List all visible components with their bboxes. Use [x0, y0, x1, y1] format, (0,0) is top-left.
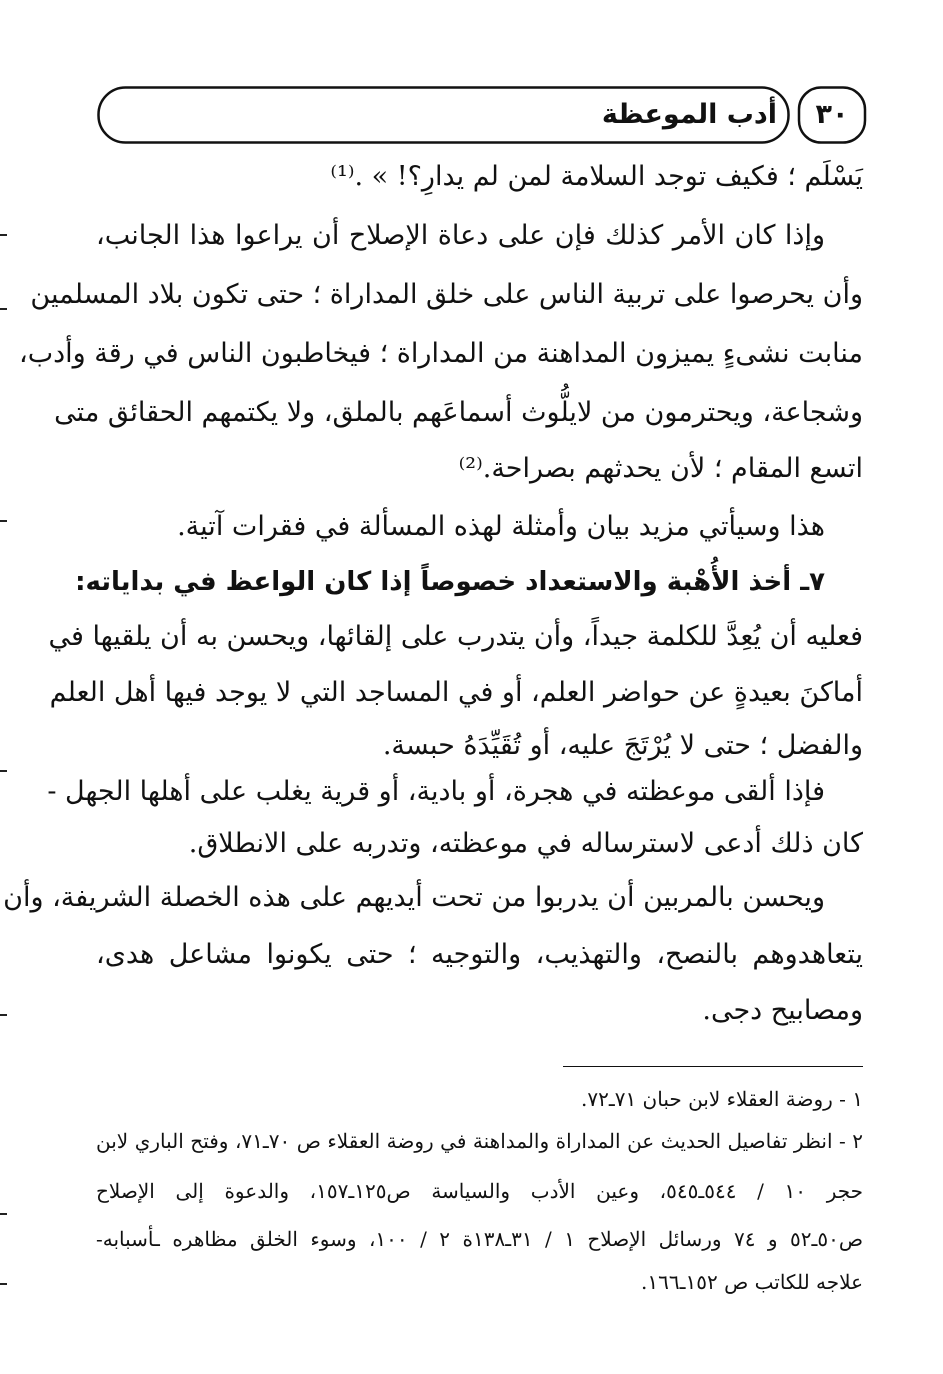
footnote: علاجه للكاتب ص ١٥٢ـ١٦٦.	[641, 1270, 863, 1294]
footnote-separator	[563, 1066, 863, 1067]
body-line: وإذا كان الأمر كذلك فإن على دعاة الإصلاح أن يراعوا هذا الجانب،	[96, 220, 825, 251]
footnote: ص٥٠ـ٥٢ و ٧٤ ورسائل الإصلاح ١ / ٣١ـ١٣٨ة ٢ / ١٠٠، وسوء الخلق مظاهره ـأسبابه-	[96, 1227, 864, 1251]
page-number: ٣٠	[815, 99, 849, 130]
margin-mark	[0, 520, 7, 522]
body-line: أماكنَ بعيدةٍ عن حواضر العلم، أو في المساجد التي لا يوجد فيها أهل العلم	[49, 677, 863, 708]
running-header	[97, 86, 867, 144]
body-line: يَسْلَم ؛ فكيف توجد السلامة لمن لم يدارِ؟! » .⁽¹⁾	[330, 161, 863, 192]
section-heading: ٧ـ أخذ الأُهْبة والاستعداد خصوصاً إذا كان الواعظ في بداياته:	[75, 567, 825, 597]
body-line: كان ذلك أدعى لاسترساله في موعظته، وتدربه على الانطلاق.	[188, 828, 863, 859]
body-line: اتسع المقام ؛ لأن يحدثهم بصراحة.⁽²⁾	[458, 453, 863, 484]
body-line: ومصابيح دجى.	[702, 995, 863, 1026]
body-line: وأن يحرصوا على تربية الناس على خلق المداراة ؛ حتى تكون بلاد المسلمين	[30, 279, 863, 310]
body-line: وشجاعة، ويحترمون من لايلُّوث أسماعَهم بالملق، ولا يكتمهم الحقائق متى	[54, 397, 863, 428]
margin-mark	[0, 234, 7, 236]
body-line: والفضل ؛ حتى لا يُرْتَجَ عليه، أو تُقَيِّدَهُ حبسة.	[382, 730, 863, 761]
footnote: ٢ - انظر تفاصيل الحديث عن المداراة والمداهنة في روضة العقلاء ص ٧٠ـ٧١، وفتح الباري لابن	[96, 1129, 863, 1153]
body-line: منابت نشىءٍ يميزون المداهنة من المداراة ؛ فيخاطبون الناس في رقة وأدب،	[19, 338, 863, 369]
margin-mark	[0, 770, 7, 772]
book-title: أدب الموعظة	[601, 99, 777, 130]
body-line: فعليه أن يُعِدَّ للكلمة جيداً، وأن يتدرب على إلقائها، ويحسن به أن يلقيها في	[48, 621, 863, 652]
margin-mark	[0, 1283, 7, 1285]
body-line: ويحسن بالمربين أن يدربوا من تحت أيديهم على هذه الخصلة الشريفة، وأن	[3, 882, 825, 913]
footnote: ١ - روضة العقلاء لابن حبان ٧١ـ٧٢.	[581, 1087, 863, 1111]
body-line: يتعاهدوهم بالنصح، والتهذيب، والتوجيه ؛ حتى يكونوا مشاعل هدى،	[96, 939, 863, 970]
margin-mark	[0, 308, 7, 310]
body-line: هذا وسيأتي مزيد بيان وأمثلة لهذه المسألة في فقرات آتية.	[177, 511, 825, 542]
footnote: حجر ١٠ / ٥٤٤ـ٥٤٥، وعين الأدب والسياسة ص١٢٥ـ١٥٧، والدعوة إلى الإصلاح	[96, 1179, 864, 1203]
margin-mark	[0, 1014, 7, 1016]
margin-mark	[0, 1213, 7, 1215]
body-line: فإذا ألقى موعظته في هجرة، أو بادية، أو قرية يغلب على أهلها الجهل -	[47, 776, 825, 807]
